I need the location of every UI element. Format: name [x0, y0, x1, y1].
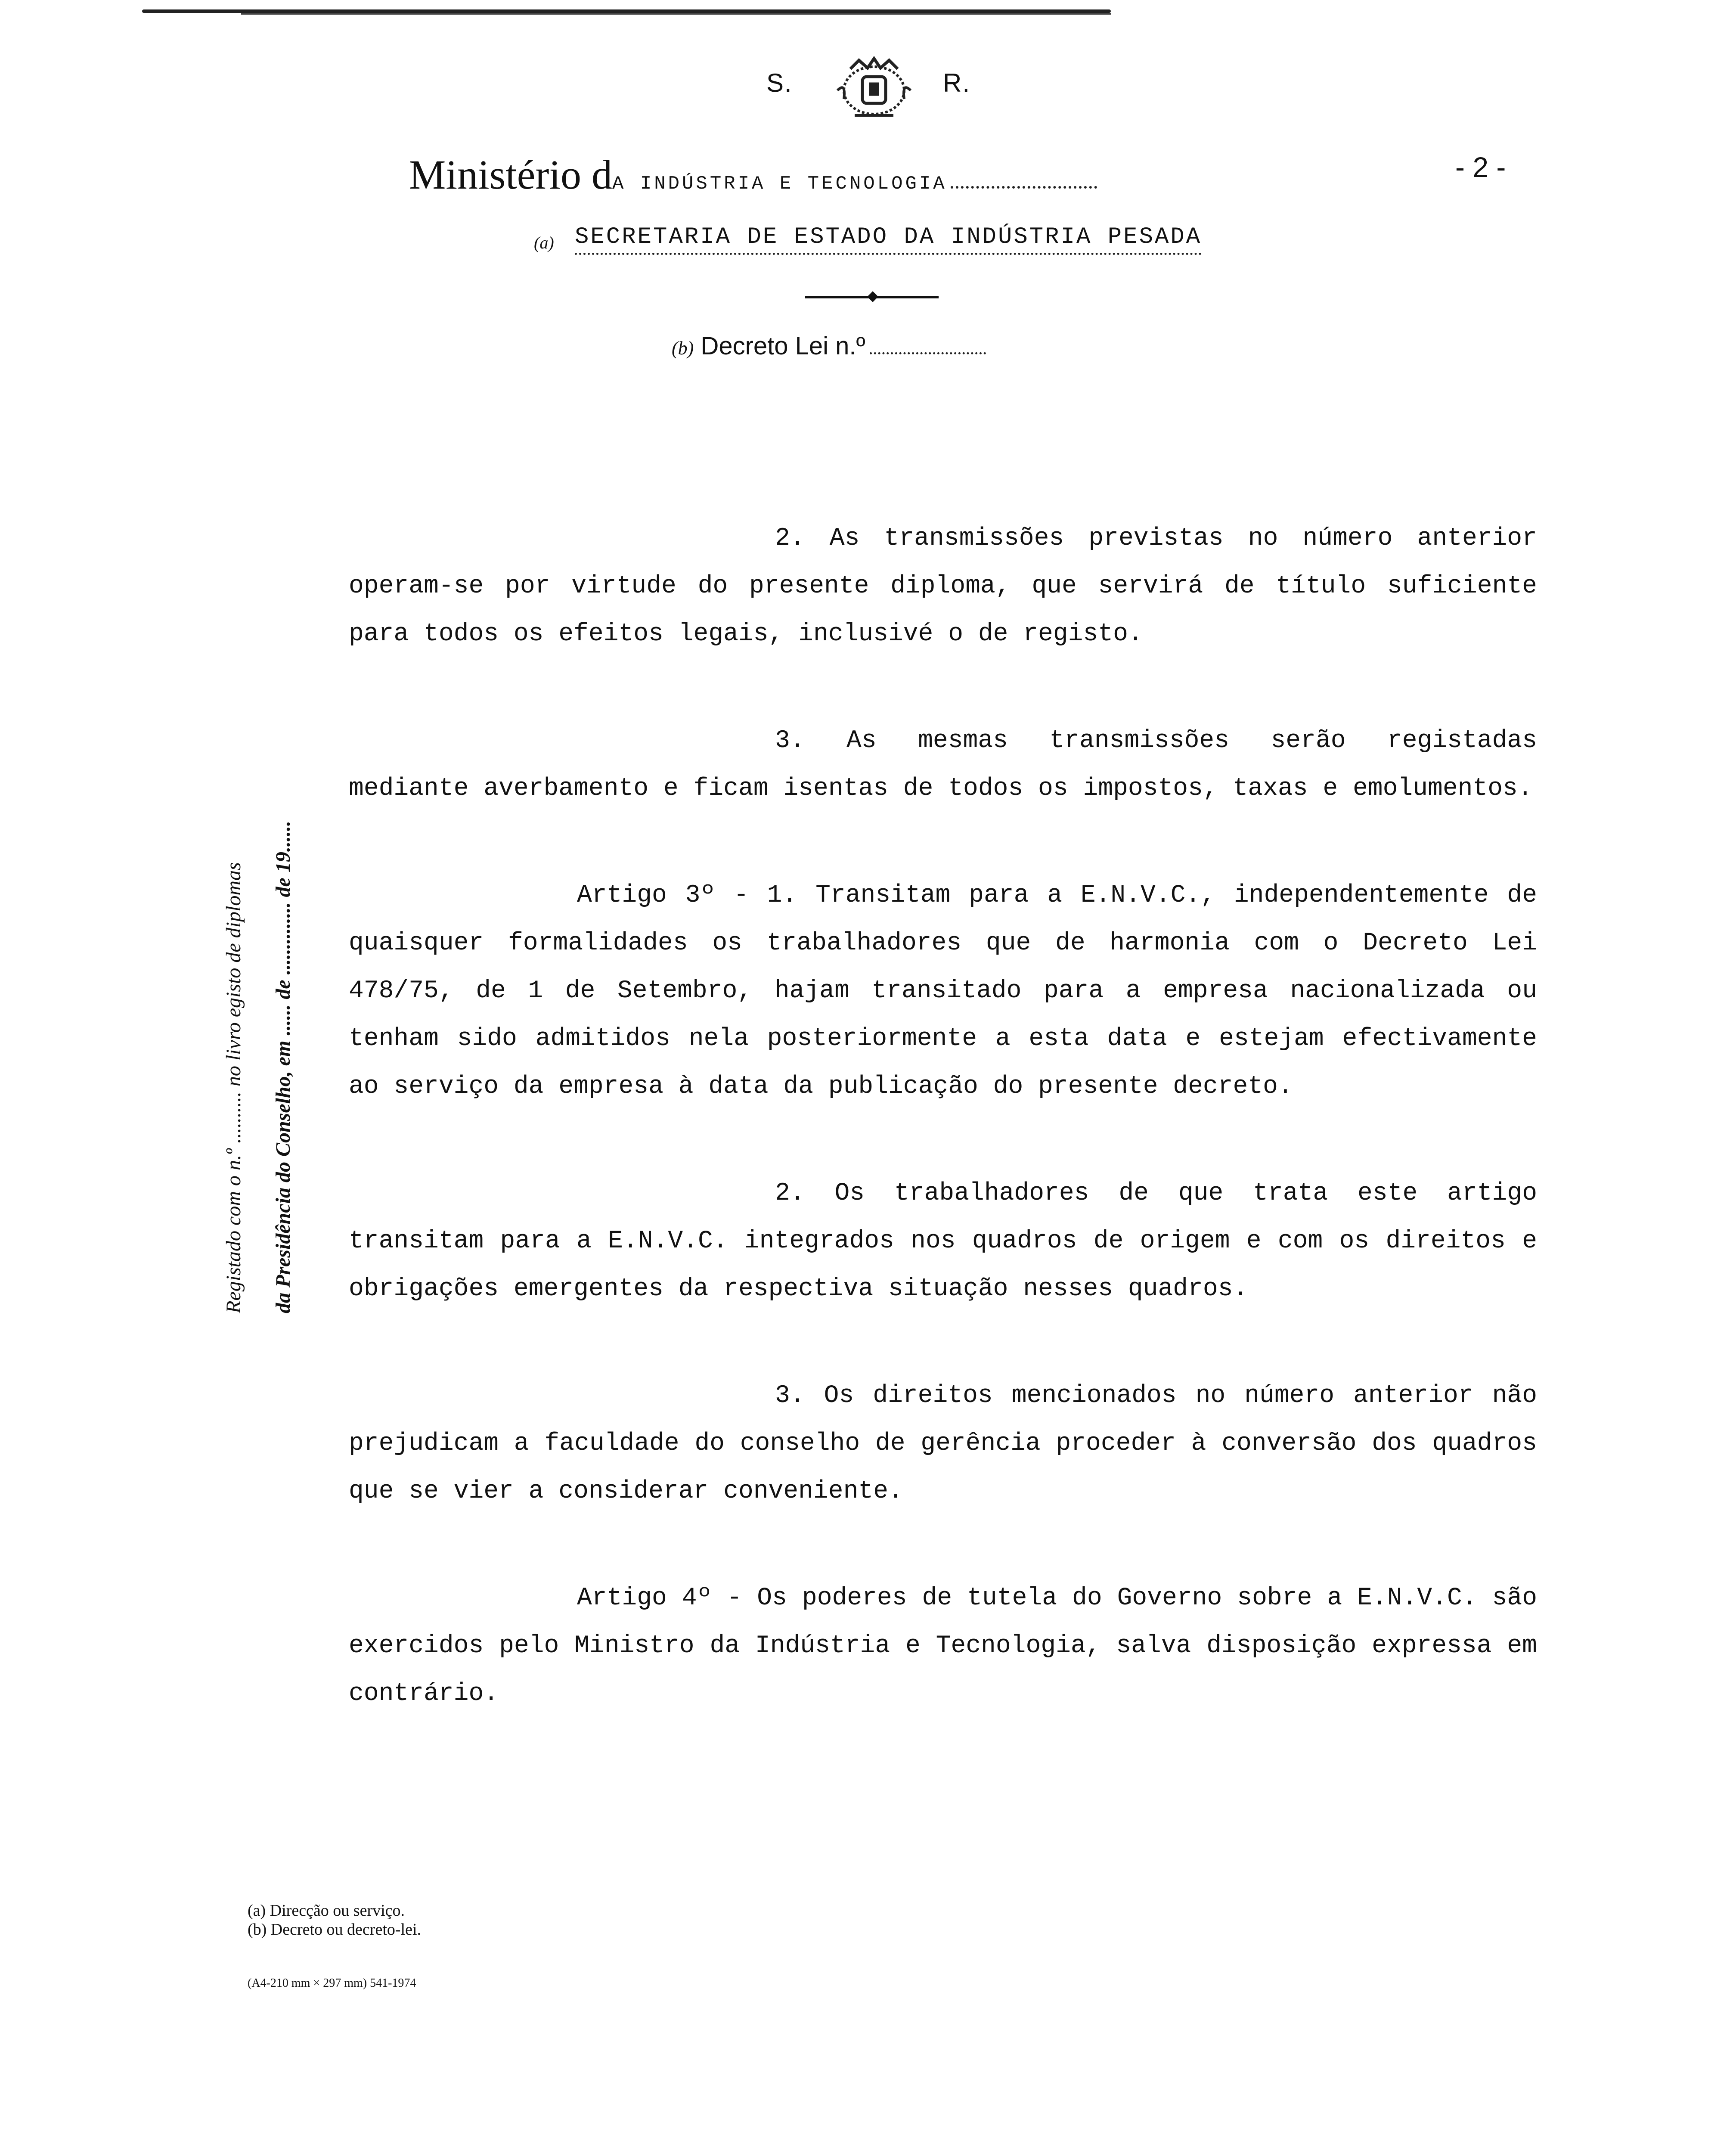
- footnotes: [248, 1901, 421, 1939]
- ministry-title: [409, 151, 1097, 199]
- paragraph-2: 2. As transmissões previstas no número anterior operam-se por virtude do presente diploma, que servirá de título suficiente para todos os efeitos legais, inclusivé o de registo.: [349, 524, 1537, 648]
- decree-dots: [870, 348, 986, 354]
- document-body: [349, 515, 1537, 1718]
- article-3-paragraph-1: Artigo 3º - 1. Transitam para a E.N.V.C., independentemente de quaisquer formalidades os trabalhadores que de harmonia com o Decreto Lei 478/75, de 1 de Setembro, hajam transitado para a empresa nacionalizada ou tenham sido admitidos nela posteriormente a esta data e estejam efectivamente ao serviço da empresa à data da publicação do presente decreto.: [349, 881, 1537, 1101]
- top-edge-line-shadow: [241, 13, 1111, 15]
- ministry-prefix: Ministério d: [409, 152, 612, 198]
- footnote-a: (a) Direcção ou serviço.: [248, 1902, 405, 1920]
- decree-text: Decreto Lei n.º: [701, 332, 865, 360]
- article-3-paragraph-3: 3. Os direitos mencionados no número anterior não prejudicam a faculdade do conselho de gerência proceder à conversão dos quadros que se vier a considerar conveniente.: [349, 1382, 1537, 1505]
- header-sr-left: S.: [766, 68, 793, 97]
- secretariat-label: (a): [534, 233, 554, 252]
- decree-line: [672, 332, 986, 360]
- page-number: - 2 -: [1455, 151, 1506, 183]
- form-code: (A4-210 mm × 297 mm) 541-1974: [248, 1976, 416, 1990]
- ministry-dots: [951, 177, 1097, 189]
- secretariat-name: SECRETARIA DE ESTADO DA INDÚSTRIA PESADA: [575, 224, 1202, 255]
- article-4: Artigo 4º - Os poderes de tutela do Governo sobre a E.N.V.C. são exercidos pelo Ministro da Indústria e Tecnologia, salva disposição expressa em contrário.: [349, 1584, 1537, 1708]
- margin-registration-line-2: da Presidência do Conselho, em ...... de .............. de 19......: [272, 821, 294, 1313]
- footnote-b: (b) Decreto ou decreto-lei.: [248, 1920, 422, 1939]
- divider-diamond-icon: [867, 291, 878, 302]
- header-sr-right: R.: [943, 68, 970, 97]
- article-3-paragraph-2: 2. Os trabalhadores de que trata este artigo transitam para a E.N.V.C. integrados nos quadros de origem e com os direitos e obrigações emergentes da respectiva situação nesses quadros.: [349, 1179, 1537, 1303]
- top-edge-line: [142, 9, 1111, 13]
- margin-registration-line-1: Registado com o n.º .......... no livro egisto de diplomas: [222, 862, 245, 1313]
- decree-label: (b): [672, 338, 694, 359]
- ministry-name: A INDÚSTRIA E TECNOLOGIA: [612, 173, 947, 195]
- coat-of-arms-icon: [825, 56, 924, 121]
- paragraph-3: 3. As mesmas transmissões serão registadas mediante averbamento e ficam isentas de todos os impostos, taxas e emolumentos.: [349, 727, 1537, 803]
